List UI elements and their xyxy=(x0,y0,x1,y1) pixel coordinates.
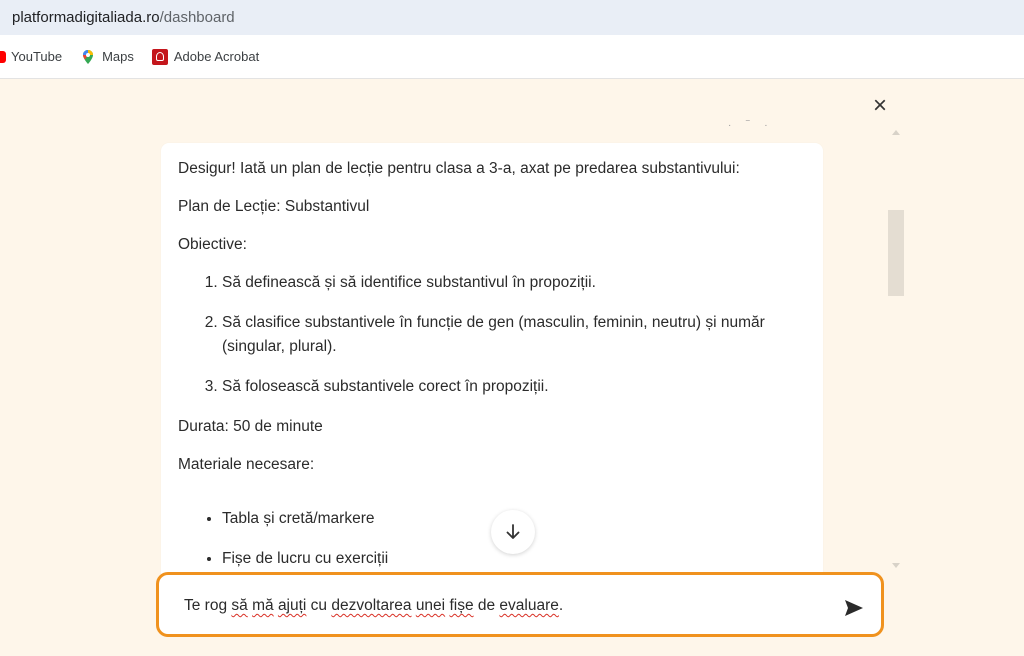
materials-heading: Materiale necesare: xyxy=(178,456,315,473)
bookmark-label: YouTube xyxy=(11,49,63,64)
close-button[interactable] xyxy=(868,94,892,118)
bookmark-maps[interactable] xyxy=(80,49,134,65)
input-text-misspelled: ajuți xyxy=(277,597,307,614)
scrollbar-down-arrow-icon[interactable] xyxy=(892,563,900,568)
scroll-to-bottom-button[interactable] xyxy=(491,510,535,554)
close-icon: × xyxy=(872,92,887,119)
bookmark-adobe-acrobat[interactable] xyxy=(152,49,259,65)
material-item: • Fișe de lucru cu exerciții xyxy=(222,547,805,571)
input-text-misspelled: evaluare xyxy=(499,597,559,614)
objective-item: 3. Să folosească substantivele corect în propoziții. xyxy=(222,375,805,399)
maps-pin-icon xyxy=(80,49,96,65)
objective-item: 1. Să definească și să identifice substantivul în propoziții. xyxy=(222,271,805,295)
message-input-box[interactable] xyxy=(156,572,884,637)
bookmarks-bar xyxy=(0,35,1024,79)
message-input[interactable] xyxy=(184,597,563,615)
input-text-misspelled: să xyxy=(231,597,248,614)
chat-response-panel xyxy=(161,143,823,583)
input-text-misspelled: mă xyxy=(252,597,274,614)
clipped-text-fragment: · ‾ · xyxy=(728,120,774,131)
input-text-segment: . xyxy=(558,597,564,614)
objectives-list xyxy=(178,271,805,399)
input-text-misspelled: fișe xyxy=(449,597,474,614)
url-path: /dashboard xyxy=(159,9,235,26)
message-intro: Desigur! Iată un plan de lecție pentru clasa a 3-a, axat pe predarea substantivului: xyxy=(178,160,740,177)
input-text-segment: cu xyxy=(306,597,332,614)
objective-item: 2. Să clasifice substantivele în funcție de gen (masculin, feminin, neutru) și număr (singular, plural). xyxy=(222,311,805,359)
arrow-down-icon xyxy=(504,523,522,541)
input-text-segment: Te rog xyxy=(184,597,232,614)
objectives-heading: Obiective: xyxy=(178,236,247,253)
duration-text: Durata: 50 de minute xyxy=(178,418,323,435)
scrollbar-thumb[interactable] xyxy=(888,210,904,296)
youtube-icon xyxy=(0,51,6,63)
plan-title: Plan de Lecție: Substantivul xyxy=(178,198,370,215)
assistant-message xyxy=(161,143,823,571)
url-text[interactable] xyxy=(12,9,235,26)
bookmark-youtube[interactable] xyxy=(0,49,62,64)
send-icon[interactable] xyxy=(843,597,865,619)
material-item: • Tabla și cretă/markere xyxy=(222,507,805,531)
acrobat-icon xyxy=(152,49,168,65)
url-host: platformadigitaliada.ro xyxy=(12,9,160,26)
address-bar[interactable] xyxy=(0,0,1024,35)
input-text-misspelled: dezvoltarea xyxy=(331,597,412,614)
bookmark-label: Adobe Acrobat xyxy=(173,49,260,64)
bookmark-label: Maps xyxy=(102,49,134,64)
scrollbar-up-arrow-icon[interactable] xyxy=(892,130,900,135)
input-text-misspelled: unei xyxy=(415,597,446,614)
input-text-segment: de xyxy=(473,597,500,614)
